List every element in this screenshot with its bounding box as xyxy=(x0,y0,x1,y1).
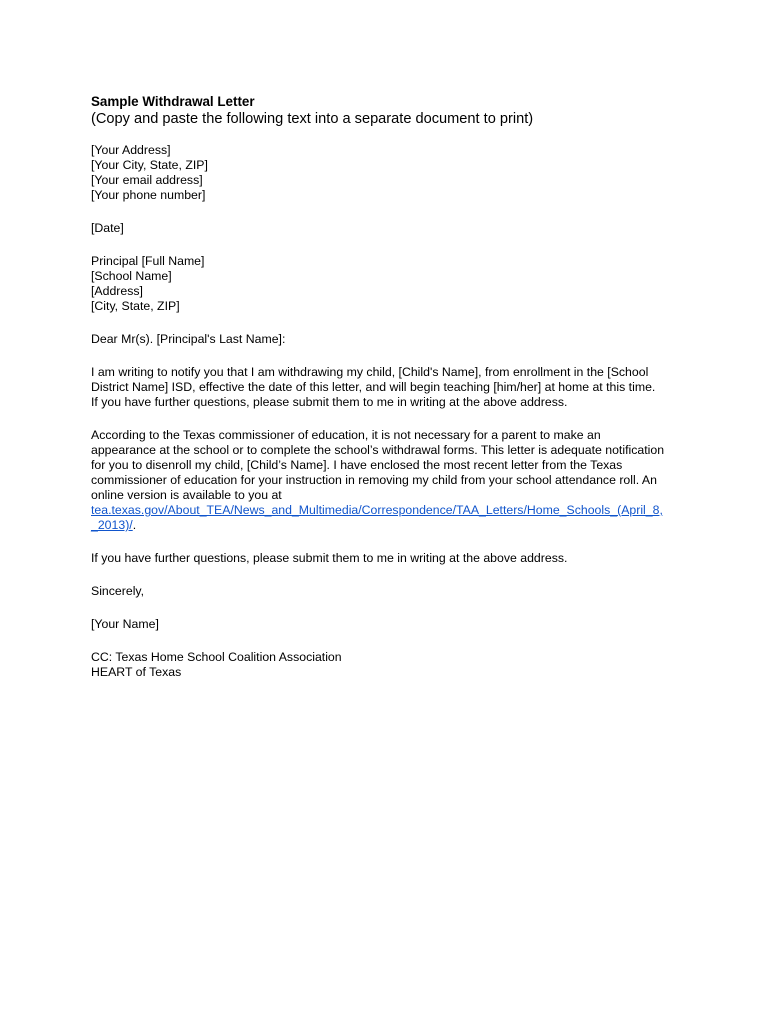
cc-line: HEART of Texas xyxy=(91,665,182,679)
salutation-block xyxy=(91,332,691,347)
paragraph-commissioner xyxy=(91,428,691,533)
date-block xyxy=(91,221,691,236)
link-line xyxy=(91,518,691,533)
paragraph-line: commissioner of education for your instruction in removing my child from your school attendance roll. An xyxy=(91,473,657,487)
paragraph-line: If you have further questions, please submit them to me in writing at the above address. xyxy=(91,395,568,409)
sender-city-state-zip: [Your City, State, ZIP] xyxy=(91,158,208,172)
document-subtitle: (Copy and paste the following text into a separate document to print) xyxy=(91,111,534,127)
signature-block xyxy=(91,617,691,632)
paragraph-notification xyxy=(91,365,691,410)
recipient-address: [Address] xyxy=(91,284,143,298)
paragraph-line: According to the Texas commissioner of education, it is not necessary for a parent to make an xyxy=(91,428,601,442)
recipient-name: Principal [Full Name] xyxy=(91,254,205,268)
salutation: Dear Mr(s). [Principal's Last Name]: xyxy=(91,332,286,346)
letter-date: [Date] xyxy=(91,221,124,235)
tea-letter-link[interactable]: tea.texas.gov/About_TEA/News_and_Multimedia/Correspondence/TAA_Letters/Home_Schools_(April_8, xyxy=(91,503,663,517)
sender-address: [Your Address] xyxy=(91,143,171,157)
paragraph-line: I am writing to notify you that I am withdrawing my child, [Child's Name], from enrollment in the [School xyxy=(91,365,649,379)
recipient-city-state-zip: [City, State, ZIP] xyxy=(91,299,180,313)
paragraph-line: online version is available to you at xyxy=(91,488,282,502)
cc-block xyxy=(91,650,691,680)
closing: Sincerely, xyxy=(91,584,145,598)
signature-name: [Your Name] xyxy=(91,617,159,631)
paragraph-line: District Name] ISD, effective the date of this letter, and will begin teaching [him/her] at home at this time. xyxy=(91,380,656,394)
sender-email: [Your email address] xyxy=(91,173,203,187)
letter-content xyxy=(91,94,691,698)
link-trailing-period: . xyxy=(132,518,137,532)
tea-letter-link-continued[interactable]: _2013)/ xyxy=(91,518,133,532)
paragraph-line: appearance at the school or to complete the school’s withdrawal forms. This letter is adequate notification xyxy=(91,443,665,457)
paragraph-line: If you have further questions, please submit them to me in writing at the above address. xyxy=(91,551,568,565)
cc-line: CC: Texas Home School Coalition Association xyxy=(91,650,342,664)
paragraph-line: for you to disenroll my child, [Child’s Name]. I have enclosed the most recent letter from the Texas xyxy=(91,458,623,472)
recipient-school: [School Name] xyxy=(91,269,172,283)
document-title: Sample Withdrawal Letter xyxy=(91,94,255,109)
sender-phone: [Your phone number] xyxy=(91,188,206,202)
sender-address-block xyxy=(91,143,691,203)
recipient-address-block xyxy=(91,254,691,314)
closing-block xyxy=(91,584,691,599)
paragraph-questions xyxy=(91,551,691,566)
link-line xyxy=(91,503,691,518)
